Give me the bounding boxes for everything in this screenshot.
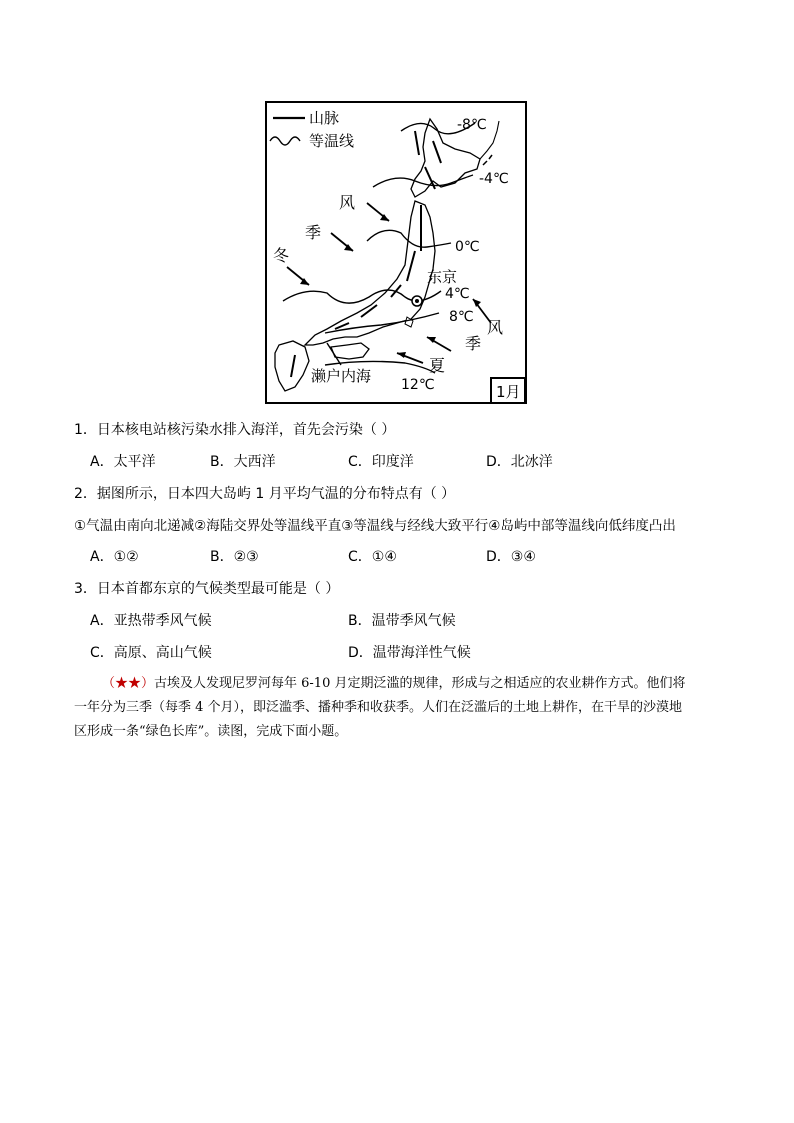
summer-monsoon-char-feng: 风 [487, 318, 504, 337]
question-1-option-c[interactable]: C．印度洋 [348, 454, 414, 470]
question-3-option-c[interactable]: C．高原、高山气候 [90, 645, 212, 661]
isotherm-label-8: 8℃ [449, 309, 474, 325]
summer-monsoon-char-ji: 季 [465, 334, 482, 353]
question-1-option-d[interactable]: D．北冰洋 [486, 454, 553, 470]
difficulty-stars: （★★） [102, 676, 155, 691]
winter-monsoon-char-dong: 冬 [273, 246, 290, 265]
japan-january-isotherm-map [265, 101, 527, 404]
question-1-stem: 1．日本核电站核污染水排入海洋，首先会污染（ ） [74, 422, 396, 438]
legend-isotherm-label: 等温线 [309, 132, 355, 150]
tokyo-label: 东京 [427, 268, 458, 286]
isotherm-label-minus4: -4℃ [479, 171, 509, 187]
passage-line-3: 区形成一条“绿色长库”。读图，完成下面小题。 [74, 724, 348, 739]
summer-monsoon-char-xia: 夏 [429, 356, 446, 375]
isotherm-label-12: 12℃ [401, 377, 435, 393]
question-2-option-c[interactable]: C．①④ [348, 549, 397, 565]
isotherm-label-minus8: -8℃ [457, 117, 487, 133]
winter-monsoon-char-feng: 风 [339, 193, 356, 212]
passage-line-2: 一年分为三季（每季 4 个月），即泛滥季、播种季和收获季。人们在泛滥后的土地上耕作，在干旱的沙漠地 [74, 700, 683, 715]
legend-mountain-label: 山脉 [309, 109, 340, 127]
isotherm-label-4: 4℃ [445, 286, 470, 302]
seto-inland-sea-label: 濑户内海 [311, 367, 372, 385]
question-2-stem: 2．据图所示，日本四大岛屿 1 月平均气温的分布特点有（ ） [74, 486, 456, 502]
question-3-option-d[interactable]: D．温带海洋性气候 [348, 645, 471, 661]
question-1-option-b[interactable]: B．大西洋 [210, 454, 276, 470]
question-2-option-a[interactable]: A．①② [90, 549, 139, 565]
winter-monsoon-char-ji: 季 [305, 223, 322, 242]
question-3-stem: 3．日本首都东京的气候类型最可能是（ ） [74, 581, 340, 597]
question-2-option-d[interactable]: D．③④ [486, 549, 536, 565]
question-2-statements: ①气温由南向北递减②海陆交界处等温线平直③等温线与经线大致平行④岛屿中部等温线向低纬度凸出 [74, 518, 676, 534]
passage [74, 672, 724, 744]
question-2-option-b[interactable]: B．②③ [210, 549, 259, 565]
passage-line-1: （★★）古埃及人发现尼罗河每年 6-10 月定期泛滥的规律，形成与之相适应的农业耕作方式。他们将 [102, 676, 686, 691]
isotherm-label-0: 0℃ [455, 239, 480, 255]
month-label: 1月 [496, 383, 521, 401]
question-3-option-a[interactable]: A．亚热带季风气候 [90, 613, 212, 629]
question-3-option-b[interactable]: B．温带季风气候 [348, 613, 456, 629]
question-1-option-a[interactable]: A．太平洋 [90, 454, 156, 470]
